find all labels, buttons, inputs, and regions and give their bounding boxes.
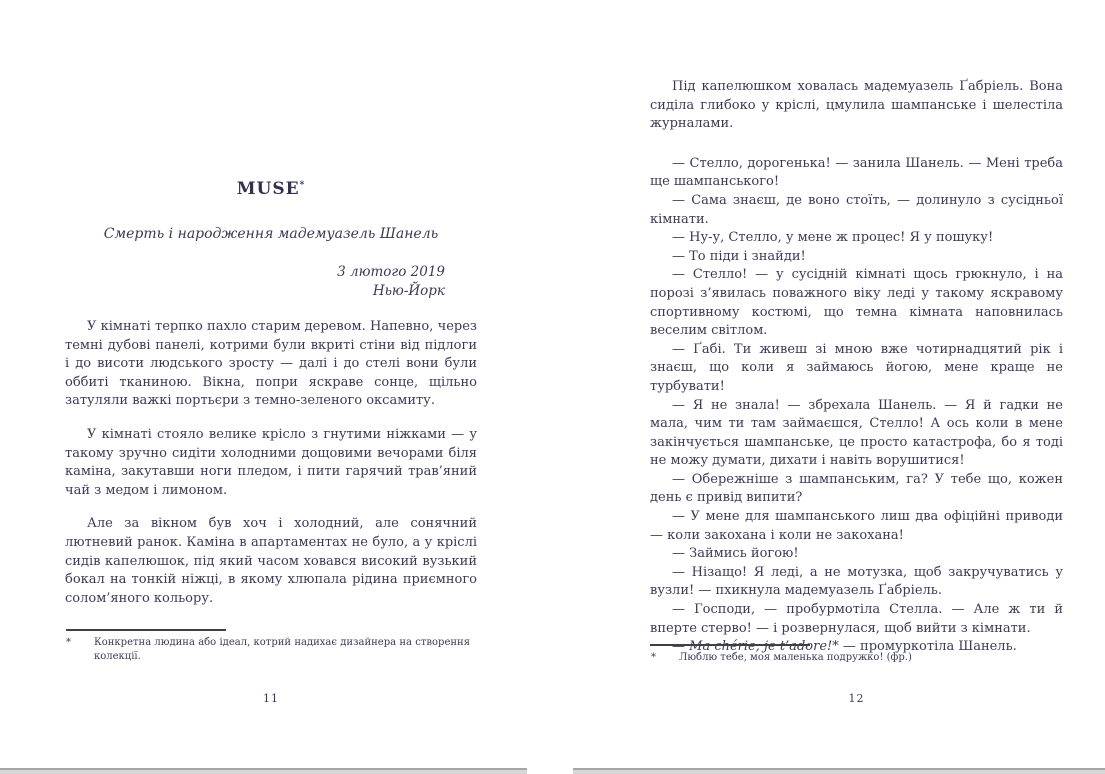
chapter-title-text: MUSE bbox=[236, 179, 300, 199]
footnote bbox=[66, 636, 478, 664]
page-number: 12 bbox=[848, 692, 865, 705]
chapter-title bbox=[65, 179, 477, 199]
place-line: Нью-Йорк bbox=[372, 283, 445, 299]
dialogue-line: — Ну-у, Стелло, у мене ж процес! Я у пошуку! bbox=[672, 230, 994, 246]
page-bottom-edge-left bbox=[0, 768, 527, 774]
chapter-subtitle: Смерть і народження мадемуазель Шанель bbox=[103, 226, 439, 242]
dialogue-line: — У мене для шампанського лиш два офіційні приводи — коли закохана і коли не закохана! bbox=[650, 509, 1063, 543]
footnote bbox=[651, 651, 1064, 665]
footnote-text: Люблю тебе, моя маленька подружко! (фр.) bbox=[679, 652, 912, 663]
dialogue-rest: — промуркотіла Шанель. bbox=[838, 639, 1017, 655]
date-line: 3 лютого 2019 bbox=[337, 264, 445, 280]
paragraph: Але за вікном був хоч і холодний, але сонячний лютневий ранок. Каміна в апартаментах не було, а у кріслі сидів капелюшок, під який часом ховався високий вузький бокал на тонкій ніжці, в якому хлюпала рідина приємного солом’яного кольору. bbox=[65, 516, 477, 606]
dialogue-line: — Сама знаєш, де воно стоїть, — долинуло з сусідньої кімнати. bbox=[650, 192, 1063, 227]
dialogue-line: — Господи, — пробурмотіла Стелла. — Але ж ти й вперте стерво! — і розвернулася, щоб вийти з кімнати. bbox=[650, 602, 1063, 636]
dialogue-line: — Я не знала! — збрехала Шанель. — Я й гадки не мала, чим ти там займаєшся, Стелло! А ось коли в мене закінчується шампанське, це просто катастрофа, бо я тоді не можу думати, дихати і навіть ворушитися! bbox=[650, 397, 1063, 469]
french-phrase: Ma chérie, je t’adore!* bbox=[689, 639, 839, 655]
page-right bbox=[650, 0, 1063, 774]
dialogue-line: — Займись йогою! bbox=[672, 546, 799, 562]
footnote-rule bbox=[66, 629, 226, 631]
dateline bbox=[65, 263, 477, 301]
footnote-marker: * bbox=[651, 652, 656, 663]
footnote-marker: * bbox=[66, 637, 71, 648]
dialogue-dash: — bbox=[672, 639, 690, 655]
footnote-text: Конкретна людина або ідеал, котрий надихає дизайнера на створення колекції. bbox=[94, 637, 470, 662]
title-footnote-marker: * bbox=[299, 180, 306, 191]
paragraph: Під капелюшком ховалась мадемуазель Ґабріель. Вона сиділа глибоко у кріслі, цмулила шампанське і шелестіла журналами. bbox=[650, 79, 1063, 132]
page-bottom-edge-right bbox=[573, 768, 1105, 774]
page-number: 11 bbox=[263, 692, 279, 705]
paragraph: У кімнаті стояло велике крісло з гнутими ніжками — у такому зручно сидіти холодними дощовими вечорами біля каміна, закутавши ноги пледом, і пити гарячий трав’яний чай з медом і лимоном. bbox=[65, 426, 477, 498]
dialogue-line: — Нізащо! Я леді, а не мотузка, щоб закручуватись у вузли! — пхикнула мадемуазель Ґабріель. bbox=[650, 564, 1063, 599]
page-left bbox=[65, 0, 477, 774]
right-page-body bbox=[650, 78, 1063, 655]
dialogue-line: — Стелло! — у сусідній кімнаті щось грюкнуло, і на порозі з’явилась поважного віку леді у такому яскравому спортивному костюмі, що темна кімната наповнилась веселим світлом. bbox=[650, 267, 1063, 339]
dialogue-line: — Обережніше з шампанським, га? У тебе що, кожен день є привід випити? bbox=[650, 471, 1063, 506]
dialogue-line: — Стелло, дорогенька! — занила Шанель. — Мені треба ще шампанського! bbox=[650, 155, 1063, 190]
dialogue-line: — То піди і знайди! bbox=[672, 248, 806, 264]
dialogue-line: — Ґабі. Ти живеш зі мною вже чотирнадцятий рік і знаєш, що коли я займаюсь йогою, мене краще не турбувати! bbox=[650, 341, 1063, 394]
left-page-body bbox=[65, 318, 477, 623]
footnote-rule bbox=[650, 644, 810, 646]
paragraph: У кімнаті терпко пахло старим деревом. Напевно, через темні дубові панелі, котрими були вкриті стіни від підлоги і до висоти людського зросту — далі і до стелі вони були оббиті тканиною. Вікна, попри яскраве сонце, щільно затуляли важкі портьєри з темно-зеленого оксамиту. bbox=[65, 319, 477, 409]
